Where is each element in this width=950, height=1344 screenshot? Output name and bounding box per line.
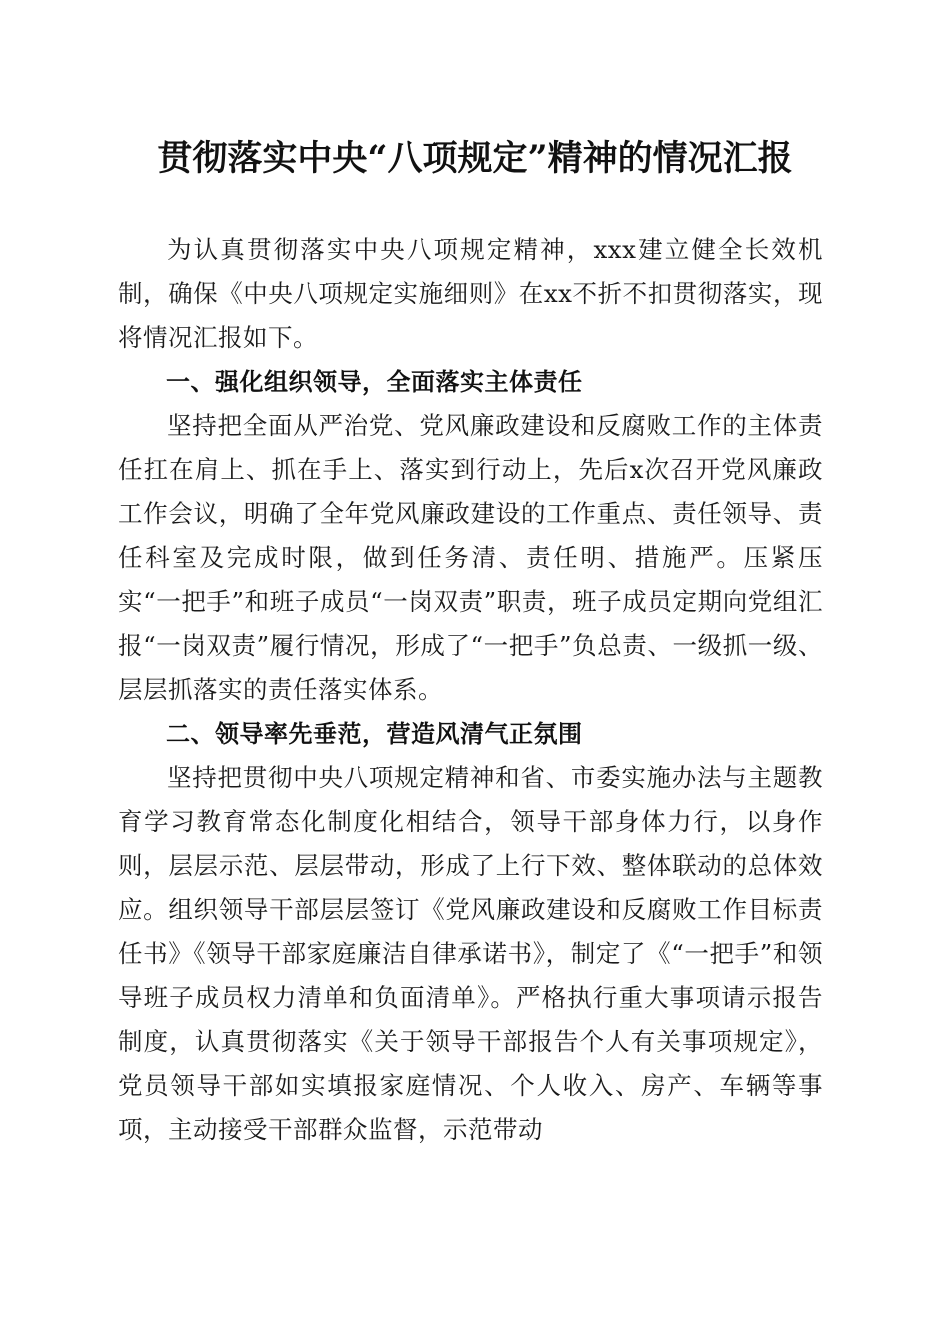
section-heading: 二、领导率先垂范，营造风清气正氛围 — [166, 720, 583, 748]
intro-paragraph: 为认真贯彻落实中央八项规定精神，xxx建立健全长效机制，确保《中央八项规定实施细则》在xx不折不扣贯彻落实，现将情况汇报如下。 — [118, 235, 823, 352]
document-body — [118, 228, 823, 1152]
section-paragraph: 坚持把贯彻中央八项规定精神和省、市委实施办法与主题教育学习教育常态化制度化相结合，领导干部身体力行，以身作则，层层示范、层层带动，形成了上行下效、整体联动的总体效应。组织领导干部层层签订《党风廉政建设和反腐败工作目标责任书》《领导干部家庭廉洁自律承诺书》，制定了《“一把手”和领导班子成员权力清单和负面清单》。严格执行重大事项请示报告制度，认真贯彻落实《关于领导干部报告个人有关事项规定》，党员领导干部如实填报家庭情况、个人收入、房产、车辆等事项，主动接受干部群众监督，示范带动 — [118, 763, 823, 1144]
section-heading: 一、强化组织领导，全面落实主体责任 — [166, 368, 583, 396]
document-title: 贯彻落实中央“八项规定”精神的情况汇报 — [157, 138, 793, 179]
section-paragraph: 坚持把全面从严治党、党风廉政建设和反腐败工作的主体责任扛在肩上、抓在手上、落实到行动上，先后x次召开党风廉政工作会议，明确了全年党风廉政建设的工作重点、责任领导、责任科室及完成时限，做到任务清、责任明、措施严。压紧压实“一把手”和班子成员“一岗双责”职责，班子成员定期向党组汇报“一岗双责”履行情况，形成了“一把手”负总责、一级抓一级、层层抓落实的责任落实体系。 — [118, 411, 823, 704]
